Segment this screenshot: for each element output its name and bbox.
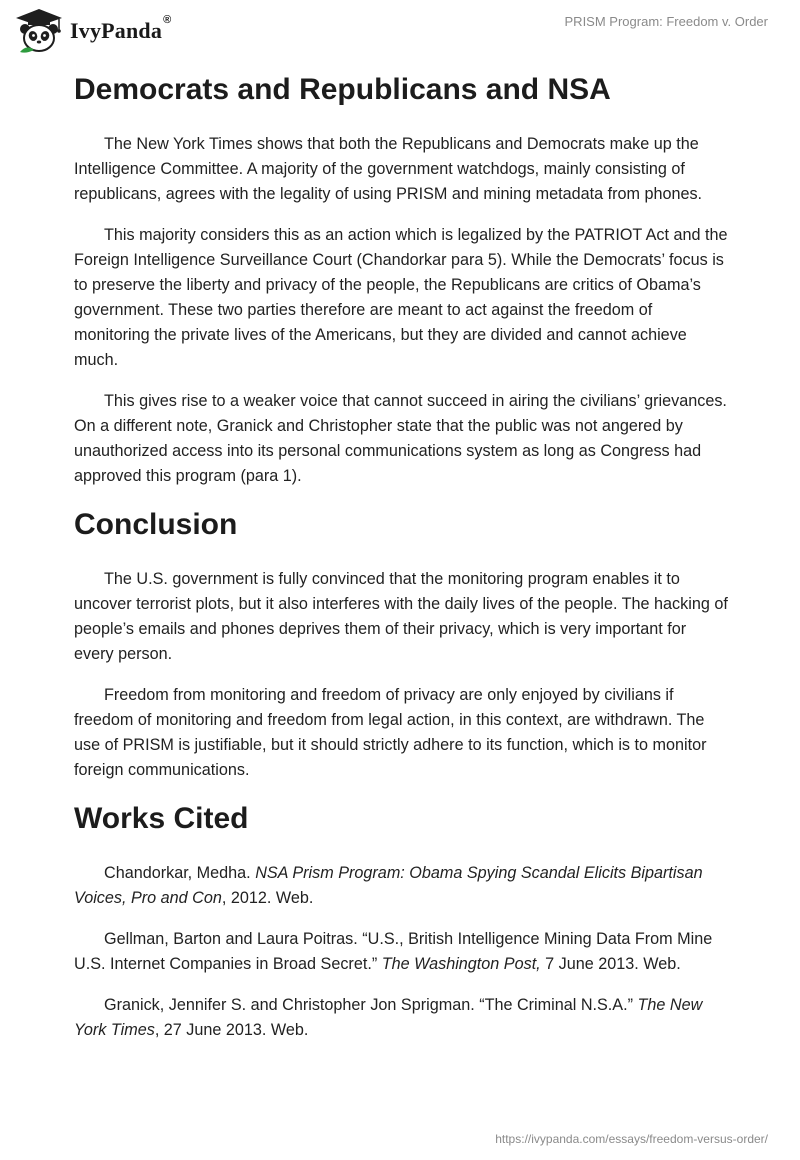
section-heading-democrats-republicans: Democrats and Republicans and NSA	[74, 73, 611, 106]
paragraph: Freedom from monitoring and freedom of privacy are only enjoyed by civilians if freedom of monitoring and freedom from legal action, in this context, are withdrawn. The use of PRISM is justifiable, but it should strictly adhere to its function, which is to monitor foreign communications.	[74, 686, 707, 779]
section-heading-works-cited: Works Cited	[74, 802, 249, 835]
paragraph: The New York Times shows that both the Republicans and Democrats make up the Intelligence Committee. A majority of the government watchdogs, mainly consisting of republicans, agrees with the legality of using PRISM and mining metadata from phones.	[74, 135, 703, 203]
section-heading-conclusion: Conclusion	[74, 508, 238, 541]
citation: Granick, Jennifer S. and Christopher Jon Sprigman. “The Criminal N.S.A.” The New York Times, 27 June 2013. Web.	[74, 996, 703, 1039]
paragraph: This gives rise to a weaker voice that cannot succeed in airing the civilians’ grievances. On a different note, Granick and Christopher state that the public was not angered by unauthorized access into its personal communications system as long as Congress had approved this program (para 1).	[74, 392, 727, 485]
citation: Gellman, Barton and Laura Poitras. “U.S., British Intelligence Mining Data From Mine U.S. Internet Companies in Broad Secret.” The Washington Post, 7 June 2013. Web.	[74, 930, 713, 973]
essay-content	[74, 70, 730, 1059]
paragraph: The U.S. government is fully convinced that the monitoring program enables it to uncover terrorist plots, but it also interferes with the daily lives of the people. The hacking of people’s emails and phones deprives them of their privacy, which is very important for every person.	[74, 570, 728, 663]
ivypanda-logo[interactable]	[14, 8, 171, 54]
citation: Chandorkar, Medha. NSA Prism Program: Obama Spying Scandal Elicits Bipartisan Voices, Pro and Con, 2012. Web.	[74, 864, 703, 907]
page-header	[0, 0, 800, 60]
logo-wordmark: IvyPanda®	[70, 14, 172, 43]
panda-graduate-icon	[14, 8, 64, 54]
source-url[interactable]: https://ivypanda.com/essays/freedom-versus-order/	[495, 1132, 768, 1146]
document-title: PRISM Program: Freedom v. Order	[564, 14, 768, 29]
paragraph: This majority considers this as an action which is legalized by the PATRIOT Act and the Foreign Intelligence Surveillance Court (Chandorkar para 5). While the Democrats’ focus is to preserve the liberty and privacy of the people, the Republicans are critics of Obama’s government. These two parties therefore are meant to act against the freedom of monitoring the private lives of the Americans, but they are divided and cannot achieve much.	[74, 226, 728, 369]
